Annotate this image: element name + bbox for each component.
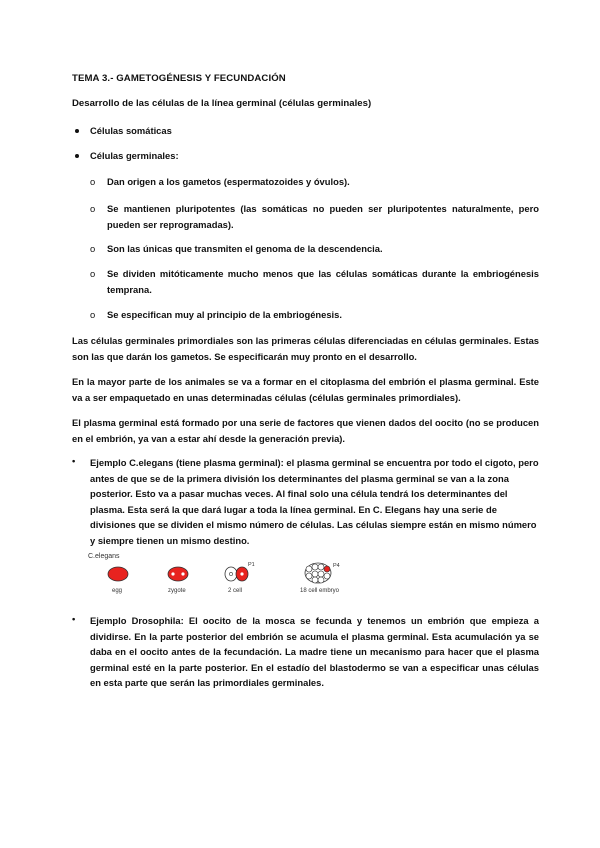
bullet-dot-icon <box>75 154 79 158</box>
marker-p1: P1 <box>248 562 255 568</box>
section-subtitle: Desarrollo de las células de la línea germinal (células germinales) <box>72 98 372 109</box>
eighteen-cell-embryo <box>305 563 331 583</box>
circle-bullet-icon: o <box>90 309 96 320</box>
sub-list-item: Se especifican muy al principio de la embriogénesis. <box>107 309 342 320</box>
circle-bullet-icon: o <box>90 268 96 279</box>
celegans-figure <box>88 550 378 598</box>
figure-label: egg <box>112 588 123 594</box>
figure-label: 2 cell <box>228 588 243 594</box>
bullet-item: Células somáticas <box>90 125 172 136</box>
circle-bullet-icon: o <box>90 203 96 214</box>
paragraph: Las células germinales primordiales son las primeras células diferenciadas en células germinales. Estas son las que darán los gametos. Se especificarán muy pronto en el desarrollo. <box>72 335 539 362</box>
figure-label: 18 cell embryo <box>300 588 340 594</box>
figure-label: zygote <box>168 588 186 594</box>
paragraph: En la mayor parte de los animales se va a formar en el citoplasma del embrión el plasma germinal. Este va a ser empaquetado en unas determinadas células (células germinales primordiales). <box>72 376 539 403</box>
two-cell-embryo <box>225 567 248 581</box>
marker-p4: P4 <box>333 563 340 569</box>
paragraph: El plasma germinal está formado por una serie de factores que vienen dados del oocito (no se producen en el embrión, ya van a estar ahí desde la generación previa). <box>72 417 539 444</box>
page-title: TEMA 3.- GAMETOGÉNESIS Y FECUNDACIÓN <box>72 73 286 84</box>
example-item: Ejemplo Drosophila: El oocito de la mosca se fecunda y tenemos un embrión que empieza a dividirse. En la parte posterior del embrión se acumula el plasma germinal. Esta acumulación ya se daba en el oocito antes de la fecundación. La madre tiene un mecanismo para hacer que el plasma germinal esté en la parte posterior. En el estadío del blastodermo se van a especificar unas células en esta parte que serán las primordiales germinales. <box>90 615 539 689</box>
circle-bullet-icon: o <box>90 243 96 254</box>
sub-list-item: Se mantienen pluripotentes (las somáticas no pueden ser pluripotentes naturalmente, pero pueden ser reprogramadas). <box>107 203 539 230</box>
bullet-dot-icon <box>75 129 79 133</box>
sub-list-item: Se dividen mitóticamente mucho menos que las células somáticas durante la embriogénesis temprana. <box>107 268 539 295</box>
sub-list-item: Son las únicas que transmiten el genoma de la descendencia. <box>107 243 383 254</box>
sub-list-item: Dan origen a los gametos (espermatozoides y óvulos). <box>107 176 350 187</box>
bullet-item: Células germinales: <box>90 150 179 161</box>
egg-cell <box>108 567 128 581</box>
circle-bullet-icon: o <box>90 176 96 187</box>
bullet-dot-icon: • <box>72 613 76 624</box>
figure-heading: C.elegans <box>88 553 120 560</box>
bullet-dot-icon: • <box>72 455 76 466</box>
example-item: Ejemplo C.elegans (tiene plasma germinal): el plasma germinal se encuentra por todo el cigoto, pero antes de que se de la primera división los determinantes del plasma germinal se van a la zona posterior. Esto va a pasar muchas veces. Al final solo una célula tendrá los determinantes del plasma. Esta será la que dará lugar a toda la línea germinal. En C. Elegans hay una serie de divisiones que se dividen el mismo número de células. Las células siempre están en mismo número y siempre tienen un mismo destino. <box>90 457 539 546</box>
zygote-cell <box>168 567 188 581</box>
